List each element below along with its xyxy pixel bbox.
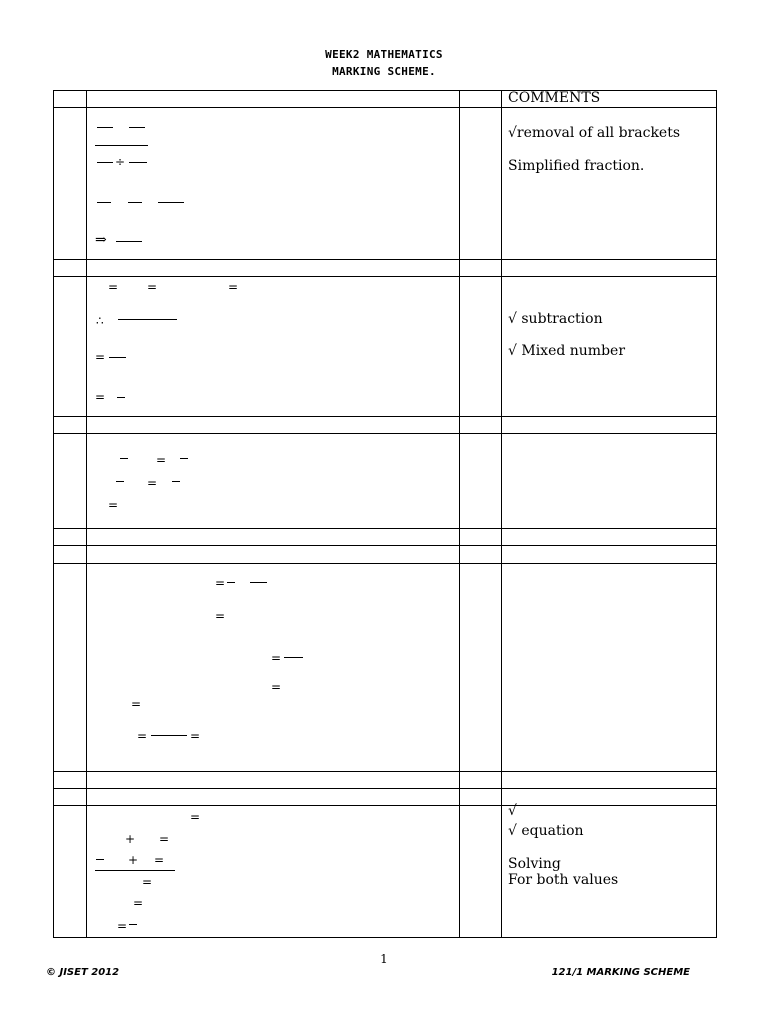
fraction-bar: [95, 870, 175, 871]
equals-sign: =: [271, 651, 282, 665]
table-column-rule: [716, 90, 717, 938]
divide-sign: ÷: [115, 155, 126, 169]
fraction-bar: [109, 357, 126, 358]
equals-sign: =: [190, 729, 201, 743]
document-title: WEEK2 MATHEMATICS: [325, 48, 443, 61]
comment-q6-tick: √: [508, 803, 517, 819]
equals-sign: =: [95, 350, 106, 364]
equals-sign: =: [147, 280, 158, 294]
table-column-rule: [501, 90, 502, 938]
equals-sign: =: [131, 697, 142, 711]
fraction-bar: [172, 481, 180, 482]
comment-q1-brackets: √removal of all brackets: [508, 125, 681, 141]
fraction-bar: [97, 162, 113, 163]
comment-q6-both-values: For both values: [508, 872, 619, 888]
table-rule: [53, 107, 717, 108]
document-subtitle: MARKING SCHEME.: [332, 65, 436, 78]
table-rule: [53, 90, 717, 91]
fraction-bar: [95, 145, 148, 146]
table-rule: [53, 416, 717, 417]
table-rule: [53, 259, 717, 260]
equals-sign: =: [215, 609, 226, 623]
fraction-bar: [128, 202, 142, 203]
fraction-bar: [151, 735, 187, 736]
minus-bar: [96, 859, 104, 860]
comment-q6-equation: √ equation: [508, 823, 584, 839]
equals-sign: =: [142, 875, 153, 889]
equals-sign: =: [147, 476, 158, 490]
equals-sign: =: [156, 453, 167, 467]
fraction-bar: [97, 202, 111, 203]
equals-sign: =: [215, 576, 226, 590]
therefore-sign: ∴: [96, 314, 104, 328]
fraction-bar: [158, 202, 184, 203]
fraction-bar: [118, 319, 177, 320]
implies-arrow: ⇒: [95, 232, 107, 248]
comment-q2-subtraction: √ subtraction: [508, 311, 603, 327]
table-rule: [53, 788, 717, 789]
equals-sign: =: [190, 810, 201, 824]
equals-sign: =: [133, 896, 144, 910]
minus-bar: [129, 924, 137, 925]
table-rule: [53, 433, 717, 434]
table-rule: [53, 563, 717, 564]
equals-sign: =: [108, 498, 119, 512]
fraction-bar: [97, 127, 113, 128]
plus-sign: +: [128, 853, 139, 867]
fraction-bar: [117, 397, 125, 398]
equals-sign: =: [117, 919, 128, 933]
comment-q1-fraction: Simplified fraction.: [508, 158, 645, 174]
table-column-rule: [459, 90, 460, 938]
equals-sign: =: [159, 832, 170, 846]
fraction-bar: [284, 657, 303, 658]
table-rule: [53, 937, 717, 938]
comment-q2-mixed-number: √ Mixed number: [508, 343, 626, 359]
table-column-rule: [86, 90, 87, 938]
plus-sign: +: [125, 832, 136, 846]
equals-sign: =: [95, 390, 106, 404]
table-column-rule: [53, 90, 54, 938]
comment-q6-solving: Solving: [508, 856, 561, 872]
footer-paper-code: 121/1 MARKING SCHEME: [551, 967, 690, 978]
minus-bar: [227, 582, 235, 583]
fraction-bar: [116, 241, 142, 242]
equals-sign: =: [228, 280, 239, 294]
equals-sign: =: [108, 280, 119, 294]
fraction-bar: [250, 582, 267, 583]
footer-copyright: © JISET 2012: [46, 967, 120, 978]
fraction-bar: [120, 458, 128, 459]
table-rule: [53, 276, 717, 277]
fraction-bar: [116, 481, 124, 482]
equals-sign: =: [154, 853, 165, 867]
fraction-bar: [180, 458, 188, 459]
fraction-bar: [129, 127, 145, 128]
table-rule: [53, 771, 717, 772]
page-number: 1: [380, 952, 388, 966]
fraction-bar: [129, 162, 147, 163]
table-rule: [53, 528, 717, 529]
equals-sign: =: [137, 729, 148, 743]
table-rule: [53, 805, 717, 806]
table-rule: [53, 545, 717, 546]
comments-header: COMMENTS: [508, 90, 601, 106]
equals-sign: =: [271, 680, 282, 694]
